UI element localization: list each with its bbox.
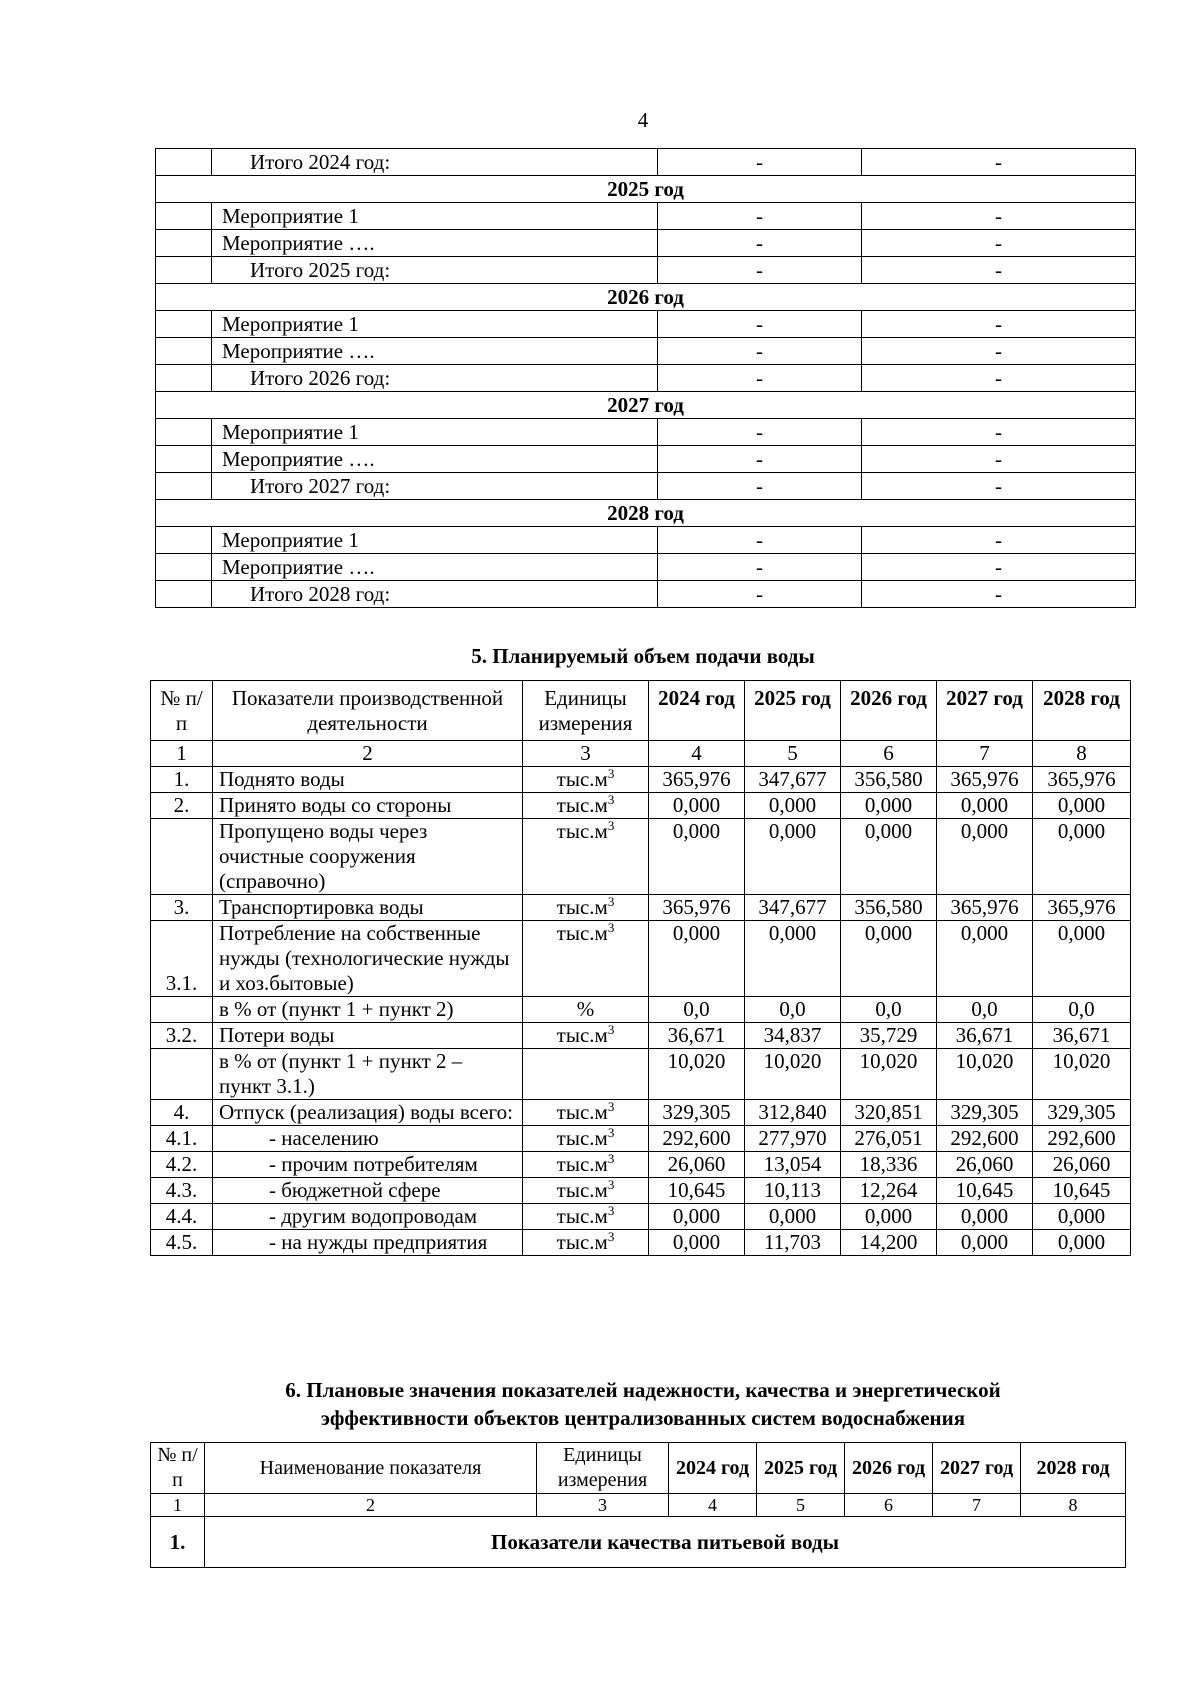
row-value: 0,000 [649, 1230, 745, 1256]
row-value: 36,671 [937, 1023, 1033, 1049]
table-row [151, 895, 1131, 921]
row-num: 4.3. [151, 1178, 213, 1204]
value-cell: - [862, 419, 1136, 446]
table-row [151, 1049, 1131, 1100]
event-row [156, 311, 1136, 338]
event-name: Мероприятие 1 [212, 419, 658, 446]
header-2027: 2027 год [937, 681, 1033, 741]
row-value: 0,0 [649, 997, 745, 1023]
event-name: Мероприятие 1 [212, 311, 658, 338]
num-cell [156, 581, 212, 608]
event-name: Мероприятие 1 [212, 203, 658, 230]
value-cell: - [862, 230, 1136, 257]
year-row [156, 500, 1136, 527]
num-cell [156, 365, 212, 392]
header-indicator: Показатели производственной деятельности [213, 681, 523, 741]
total-row [156, 149, 1136, 176]
header-2025: 2025 год [745, 681, 841, 741]
header-2028: 2028 год [1033, 681, 1131, 741]
row-value: 0,000 [1033, 1230, 1131, 1256]
num-cell [156, 257, 212, 284]
row-indicator: в % от (пункт 1 + пункт 2) [213, 997, 523, 1023]
section-6-title [0, 1376, 1200, 1432]
row-value: 0,000 [841, 921, 937, 997]
num-cell [156, 527, 212, 554]
index-cell: 4 [649, 741, 745, 767]
row-value: 347,677 [745, 895, 841, 921]
index-cell: 3 [537, 1494, 669, 1517]
value-cell: - [658, 527, 862, 554]
header-num: № п/п [151, 1443, 205, 1494]
row-value: 292,600 [1033, 1126, 1131, 1152]
row-unit [523, 1230, 649, 1256]
header-num: № п/п [151, 681, 213, 741]
year-heading: 2025 год [156, 176, 1136, 203]
table-row [151, 921, 1131, 997]
unit-superscript: 3 [607, 1125, 615, 1140]
table-row [151, 793, 1131, 819]
total-label: Итого 2028 год: [212, 581, 658, 608]
table-row [151, 1230, 1131, 1256]
row-unit [523, 793, 649, 819]
row-value: 0,000 [649, 921, 745, 997]
row-num [151, 997, 213, 1023]
row-value: 0,0 [937, 997, 1033, 1023]
value-cell: - [862, 554, 1136, 581]
table-row [151, 1126, 1131, 1152]
row-value: 365,976 [937, 767, 1033, 793]
row-indicator: в % от (пункт 1 + пункт 2 – пункт 3.1.) [213, 1049, 523, 1100]
value-cell: - [862, 257, 1136, 284]
row-value: 0,000 [649, 793, 745, 819]
section-row-num: 1. [151, 1517, 205, 1568]
value-cell: - [862, 473, 1136, 500]
row-value: 10,113 [745, 1178, 841, 1204]
row-value: 0,000 [841, 1204, 937, 1230]
year-row [156, 176, 1136, 203]
row-value: 0,000 [1033, 793, 1131, 819]
row-indicator: Принято воды со стороны [213, 793, 523, 819]
row-indicator: - прочим потребителям [213, 1152, 523, 1178]
event-name: Мероприятие …. [212, 230, 658, 257]
total-label: Итого 2024 год: [212, 149, 658, 176]
page-number: 4 [637, 108, 649, 132]
row-value: 0,000 [937, 1230, 1033, 1256]
row-value: 0,000 [937, 1204, 1033, 1230]
header-2024: 2024 год [669, 1443, 757, 1494]
unit-superscript: 3 [607, 818, 615, 833]
event-row [156, 446, 1136, 473]
unit-superscript: 3 [607, 1022, 615, 1037]
index-cell: 2 [213, 741, 523, 767]
row-value: 10,020 [1033, 1049, 1131, 1100]
index-cell: 1 [151, 1494, 205, 1517]
row-value: 292,600 [649, 1126, 745, 1152]
table-row [151, 1204, 1131, 1230]
row-value: 365,976 [1033, 895, 1131, 921]
value-cell: - [862, 527, 1136, 554]
value-cell: - [862, 311, 1136, 338]
header-2026: 2026 год [841, 681, 937, 741]
row-value: 13,054 [745, 1152, 841, 1178]
row-unit [523, 1204, 649, 1230]
num-cell [156, 419, 212, 446]
row-value: 365,976 [1033, 767, 1131, 793]
total-label: Итого 2027 год: [212, 473, 658, 500]
events-table [155, 148, 1136, 608]
row-num: 3.2. [151, 1023, 213, 1049]
row-value: 0,000 [937, 921, 1033, 997]
event-row [156, 527, 1136, 554]
row-indicator: - другим водопроводам [213, 1204, 523, 1230]
value-cell: - [862, 338, 1136, 365]
value-cell: - [658, 203, 862, 230]
total-row [156, 473, 1136, 500]
value-cell: - [658, 419, 862, 446]
row-value: 26,060 [1033, 1152, 1131, 1178]
unit-text: тыс.м [556, 895, 608, 919]
row-value: 26,060 [649, 1152, 745, 1178]
event-name: Мероприятие 1 [212, 527, 658, 554]
table-header-row [151, 681, 1131, 741]
value-cell: - [658, 149, 862, 176]
num-cell [156, 554, 212, 581]
unit-text: тыс.м [556, 819, 608, 843]
value-cell: - [658, 338, 862, 365]
num-cell [156, 149, 212, 176]
value-cell: - [658, 365, 862, 392]
row-indicator: - населению [213, 1126, 523, 1152]
row-value: 329,305 [1033, 1100, 1131, 1126]
row-value: 36,671 [649, 1023, 745, 1049]
value-cell: - [862, 446, 1136, 473]
row-value: 365,976 [649, 767, 745, 793]
header-2028: 2028 год [1021, 1443, 1126, 1494]
event-name: Мероприятие …. [212, 338, 658, 365]
unit-superscript: 3 [607, 1151, 615, 1166]
row-value: 347,677 [745, 767, 841, 793]
row-num [151, 1049, 213, 1100]
section-row-title: Показатели качества питьевой воды [205, 1517, 1126, 1568]
event-row [156, 419, 1136, 446]
row-value: 0,0 [1033, 997, 1131, 1023]
row-num [151, 819, 213, 895]
row-unit [523, 1100, 649, 1126]
row-value: 0,000 [841, 819, 937, 895]
row-value: 0,000 [1033, 1204, 1131, 1230]
num-cell [156, 203, 212, 230]
row-value: 365,976 [649, 895, 745, 921]
row-value: 0,0 [745, 997, 841, 1023]
row-unit [523, 921, 649, 997]
total-row [156, 257, 1136, 284]
row-unit [523, 1023, 649, 1049]
unit-superscript: 3 [607, 1203, 615, 1218]
table-row [151, 1178, 1131, 1204]
num-cell [156, 338, 212, 365]
row-indicator: Транспортировка воды [213, 895, 523, 921]
row-num: 3.1. [151, 921, 213, 997]
row-value: 36,671 [1033, 1023, 1131, 1049]
value-cell: - [658, 257, 862, 284]
row-value: 0,000 [937, 793, 1033, 819]
total-label: Итого 2025 год: [212, 257, 658, 284]
row-value: 0,000 [649, 819, 745, 895]
row-value: 0,000 [937, 819, 1033, 895]
row-value: 14,200 [841, 1230, 937, 1256]
total-row [156, 581, 1136, 608]
unit-superscript: 3 [607, 1229, 615, 1244]
unit-text: тыс.м [556, 921, 608, 945]
event-name: Мероприятие …. [212, 446, 658, 473]
row-num: 1. [151, 767, 213, 793]
index-cell: 7 [933, 1494, 1021, 1517]
total-row [156, 365, 1136, 392]
row-value: 276,051 [841, 1126, 937, 1152]
row-value: 18,336 [841, 1152, 937, 1178]
row-num: 2. [151, 793, 213, 819]
section-5-title: 5. Планируемый объем подачи воды [471, 644, 815, 668]
row-unit [523, 1049, 649, 1100]
table-row [151, 819, 1131, 895]
row-value: 0,0 [841, 997, 937, 1023]
row-indicator: Поднято воды [213, 767, 523, 793]
water-supply-table [150, 680, 1131, 1256]
event-row [156, 230, 1136, 257]
num-cell [156, 473, 212, 500]
table-header-row [151, 1443, 1126, 1494]
year-heading: 2027 год [156, 392, 1136, 419]
unit-text: тыс.м [556, 1178, 608, 1202]
index-cell: 8 [1021, 1494, 1126, 1517]
index-row [151, 741, 1131, 767]
row-value: 292,600 [937, 1126, 1033, 1152]
value-cell: - [862, 149, 1136, 176]
year-row [156, 284, 1136, 311]
header-2027: 2027 год [933, 1443, 1021, 1494]
num-cell [156, 446, 212, 473]
row-value: 356,580 [841, 895, 937, 921]
index-cell: 5 [757, 1494, 845, 1517]
header-name: Наименование показателя [205, 1443, 537, 1494]
value-cell: - [658, 554, 862, 581]
row-unit [523, 1152, 649, 1178]
num-cell [156, 230, 212, 257]
row-value: 356,580 [841, 767, 937, 793]
header-2024: 2024 год [649, 681, 745, 741]
row-value: 0,000 [745, 819, 841, 895]
row-value: 0,000 [745, 1204, 841, 1230]
row-num: 4.4. [151, 1204, 213, 1230]
row-indicator: Пропущено воды через очистные сооружения (справочно) [213, 819, 523, 895]
year-heading: 2026 год [156, 284, 1136, 311]
row-value: 0,000 [745, 921, 841, 997]
index-cell: 4 [669, 1494, 757, 1517]
row-value: 0,000 [1033, 921, 1131, 997]
unit-superscript: 3 [607, 920, 615, 935]
table-row [151, 997, 1131, 1023]
row-num: 4.2. [151, 1152, 213, 1178]
row-value: 11,703 [745, 1230, 841, 1256]
row-value: 0,000 [1033, 819, 1131, 895]
row-indicator: Потребление на собственные нужды (технологические нужды и хоз.бытовые) [213, 921, 523, 997]
row-value: 10,020 [745, 1049, 841, 1100]
row-num: 4. [151, 1100, 213, 1126]
row-value: 34,837 [745, 1023, 841, 1049]
value-cell: - [862, 365, 1136, 392]
row-value: 10,020 [841, 1049, 937, 1100]
unit-text: тыс.м [556, 1100, 608, 1124]
section-row [151, 1517, 1126, 1568]
total-label: Итого 2026 год: [212, 365, 658, 392]
row-unit [523, 895, 649, 921]
header-2026: 2026 год [845, 1443, 933, 1494]
header-2025: 2025 год [757, 1443, 845, 1494]
row-value: 10,645 [937, 1178, 1033, 1204]
index-cell: 8 [1033, 741, 1131, 767]
index-cell: 1 [151, 741, 213, 767]
row-value: 12,264 [841, 1178, 937, 1204]
row-unit [523, 819, 649, 895]
index-cell: 7 [937, 741, 1033, 767]
unit-superscript: 3 [607, 766, 615, 781]
row-value: 10,020 [937, 1049, 1033, 1100]
row-value: 312,840 [745, 1100, 841, 1126]
value-cell: - [862, 581, 1136, 608]
unit-superscript: 3 [607, 1099, 615, 1114]
row-num: 3. [151, 895, 213, 921]
unit-text: тыс.м [556, 1152, 608, 1176]
year-row [156, 392, 1136, 419]
unit-text: тыс.м [556, 793, 608, 817]
unit-text: тыс.м [556, 1023, 608, 1047]
row-indicator: Потери воды [213, 1023, 523, 1049]
value-cell: - [658, 446, 862, 473]
row-value: 0,000 [841, 793, 937, 819]
index-cell: 6 [841, 741, 937, 767]
table-row [151, 1023, 1131, 1049]
value-cell: - [658, 473, 862, 500]
row-unit [523, 997, 649, 1023]
row-value: 329,305 [649, 1100, 745, 1126]
row-value: 10,645 [1033, 1178, 1131, 1204]
row-value: 26,060 [937, 1152, 1033, 1178]
unit-text: тыс.м [556, 1126, 608, 1150]
index-cell: 3 [523, 741, 649, 767]
row-value: 320,851 [841, 1100, 937, 1126]
unit-text: тыс.м [556, 767, 608, 791]
index-cell: 6 [845, 1494, 933, 1517]
section-6-title-line2: эффективности объектов централизованных систем водоснабжения [320, 1406, 966, 1430]
row-num: 4.1. [151, 1126, 213, 1152]
index-cell: 5 [745, 741, 841, 767]
row-num: 4.5. [151, 1230, 213, 1256]
header-unit: Единицы измерения [523, 681, 649, 741]
event-row [156, 338, 1136, 365]
unit-text: тыс.м [556, 1230, 608, 1254]
unit-text: % [576, 997, 595, 1021]
row-value: 277,970 [745, 1126, 841, 1152]
unit-superscript: 3 [607, 894, 615, 909]
row-value: 35,729 [841, 1023, 937, 1049]
table-row [151, 1152, 1131, 1178]
value-cell: - [658, 230, 862, 257]
index-cell: 2 [205, 1494, 537, 1517]
table-row [151, 767, 1131, 793]
row-unit [523, 1178, 649, 1204]
row-value: 329,305 [937, 1100, 1033, 1126]
event-row [156, 203, 1136, 230]
value-cell: - [658, 581, 862, 608]
indicators-table [150, 1442, 1126, 1568]
value-cell: - [658, 311, 862, 338]
row-unit [523, 767, 649, 793]
row-indicator: Отпуск (реализация) воды всего: [213, 1100, 523, 1126]
row-value: 10,645 [649, 1178, 745, 1204]
header-unit: Единицы измерения [537, 1443, 669, 1494]
row-indicator: - на нужды предприятия [213, 1230, 523, 1256]
row-indicator: - бюджетной сфере [213, 1178, 523, 1204]
index-row [151, 1494, 1126, 1517]
row-unit [523, 1126, 649, 1152]
row-value: 0,000 [649, 1204, 745, 1230]
unit-superscript: 3 [607, 1177, 615, 1192]
row-value: 365,976 [937, 895, 1033, 921]
event-name: Мероприятие …. [212, 554, 658, 581]
value-cell: - [862, 203, 1136, 230]
event-row [156, 554, 1136, 581]
unit-text: тыс.м [556, 1204, 608, 1228]
year-heading: 2028 год [156, 500, 1136, 527]
row-value: 10,020 [649, 1049, 745, 1100]
unit-superscript: 3 [607, 792, 615, 807]
num-cell [156, 311, 212, 338]
section-6-title-line1: 6. Плановые значения показателей надежности, качества и энергетической [285, 1378, 1001, 1402]
table-row [151, 1100, 1131, 1126]
row-value: 0,000 [745, 793, 841, 819]
